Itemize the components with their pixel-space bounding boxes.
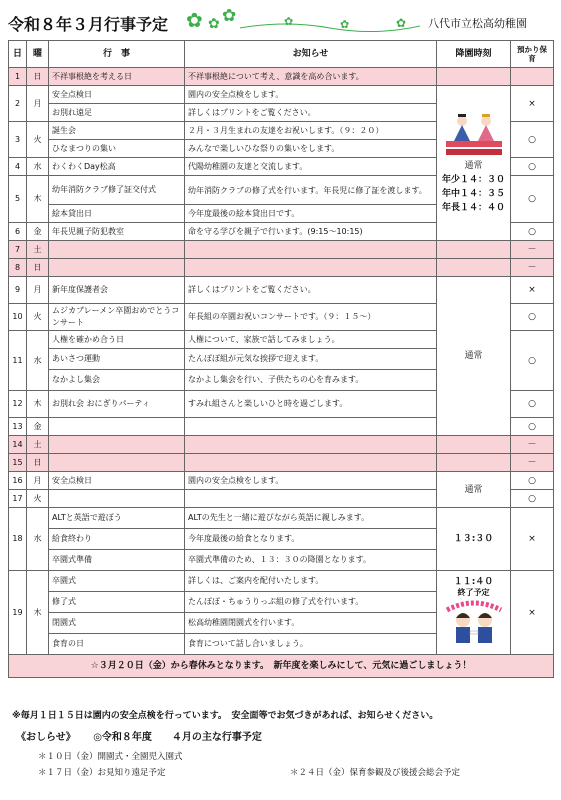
clover-icon: ✿ [284, 15, 294, 28]
row-event: 年長児親子防犯教室 [49, 223, 185, 241]
row-dow: 金 [27, 223, 49, 241]
row-note: 食育について話し合いましょう。 [185, 634, 437, 655]
dismissal-cell-2: 通常 [437, 277, 511, 436]
row-note [185, 490, 437, 508]
row-event: あいさつ運動 [49, 349, 185, 370]
table-row [9, 259, 554, 277]
row-event: 絵本貸出日 [49, 205, 185, 223]
row-dow: 木 [27, 391, 49, 418]
row-dow: 月 [27, 277, 49, 304]
row-care: ○ [511, 418, 554, 436]
table-row [9, 86, 554, 104]
clover-icon: ✿ [396, 16, 407, 30]
row-note: ２月・３月生まれの友達をお祝いします。（９：２０） [185, 122, 437, 140]
row-care: × [511, 86, 554, 122]
row-day: 9 [9, 277, 27, 304]
dismissal-nenchu: 年中１４：３５ [441, 189, 505, 199]
row-dow: 土 [27, 436, 49, 454]
row-day: 12 [9, 391, 27, 418]
row-event: 新年度保護者会 [49, 277, 185, 304]
row-note: 園内の安全点検をします。 [185, 472, 437, 490]
row-day: 7 [9, 241, 27, 259]
table-row [9, 508, 554, 529]
row-note [185, 259, 437, 277]
row-dow: 日 [27, 454, 49, 472]
row-note: たんぽぽ組が元気な挨拶で迎えます。 [185, 349, 437, 370]
row-event: 人権を確かめ合う日 [49, 331, 185, 349]
row-care: × [511, 571, 554, 655]
row-note: 園内の安全点検をします。 [185, 86, 437, 104]
school-name: 八代市立松高幼稚園 [428, 17, 527, 30]
row-care: × [511, 508, 554, 571]
april-title: ◎令和８年度 ４月の主な行事予定 [93, 732, 262, 743]
row-note: みんなで楽しいひな祭りの集いをします。 [185, 140, 437, 158]
row-day: 8 [9, 259, 27, 277]
row-dow: 火 [27, 304, 49, 331]
row-event: ムジカブレーメン卒園おめでとうコンサート [49, 304, 185, 331]
row-note [185, 241, 437, 259]
row-dismissal [437, 454, 511, 472]
row-dow: 日 [27, 68, 49, 86]
row-care: ○ [511, 223, 554, 241]
row-care: ○ [511, 176, 554, 223]
row-day: 3 [9, 122, 27, 158]
row-event: 不祥事根絶を考える日 [49, 68, 185, 86]
row-day: 13 [9, 418, 27, 436]
row-event: 卒園式 [49, 571, 185, 592]
row-note: なかよし集会を行い、子供たちの心を育みます。 [185, 370, 437, 391]
row-note: 不祥事根絶について考え、意識を高め合います。 [185, 68, 437, 86]
col-dow: 曜 [27, 41, 49, 68]
row-care: × [511, 277, 554, 304]
oshirase-label: 《おしらせ》 [16, 732, 76, 743]
row-care: ○ [511, 472, 554, 490]
row-care: ○ [511, 304, 554, 331]
col-day: 日 [9, 41, 27, 68]
row-event [49, 436, 185, 454]
row-note: 卒園式準備のため、１３：３０の降園となります。 [185, 550, 437, 571]
row-care [511, 68, 554, 86]
col-event: 行 事 [49, 41, 185, 68]
row-event [49, 241, 185, 259]
row-care: ○ [511, 122, 554, 158]
row-event: 閉園式 [49, 613, 185, 634]
dismissal-cell-4: １３:３０ [437, 508, 511, 571]
row-note: 代陽幼稚園の友達と交流します。 [185, 158, 437, 176]
row-dow: 日 [27, 259, 49, 277]
table-header-row [9, 41, 554, 68]
row-day: 10 [9, 304, 27, 331]
row-note: 人権について、家族で話してみましょう。 [185, 331, 437, 349]
row-day: 1 [9, 68, 27, 86]
row-care: － [511, 241, 554, 259]
row-event [49, 490, 185, 508]
row-note: 詳しくはプリントをご覧ください。 [185, 104, 437, 122]
row-day: 11 [9, 331, 27, 391]
row-care: ○ [511, 331, 554, 391]
row-dismissal [437, 436, 511, 454]
page-title: 令和８年３月行事予定 [8, 15, 169, 34]
row-note: たんぽぽ・ちゅうりっぷ組の修了式を行います。 [185, 592, 437, 613]
row-dow: 金 [27, 418, 49, 436]
row-event: ALTと英語で遊ぼう [49, 508, 185, 529]
row-note: 今年度最後の絵本貸出日です。 [185, 205, 437, 223]
dismissal-cell-1 [437, 86, 511, 241]
row-dow: 木 [27, 571, 49, 655]
row-event: 卒園式準備 [49, 550, 185, 571]
row-event: 安全点検日 [49, 86, 185, 104]
clover-icon: ✿ [208, 16, 220, 32]
row-note: すみれ組さんと楽しいひと時を過ごします。 [185, 391, 437, 418]
row-dow: 水 [27, 331, 49, 391]
april-heading [16, 728, 276, 743]
row-day: 19 [9, 571, 27, 655]
row-day: 5 [9, 176, 27, 223]
col-care: 預かり保育 [511, 41, 554, 68]
row-dismissal [437, 259, 511, 277]
graduates-icon [443, 598, 505, 646]
row-event: ひなまつりの集い [49, 140, 185, 158]
row-dow: 月 [27, 472, 49, 490]
row-dow: 木 [27, 176, 49, 223]
april-item: ＊１０日（金）開園式・全園児入園式 [38, 752, 183, 762]
row-care: ○ [511, 391, 554, 418]
spring-break-notice: ☆３月２０日（金）から春休みとなります。 新年度を楽しみにして、元気に過ごしましょう！ [9, 655, 554, 678]
row-dismissal [437, 241, 511, 259]
table-row [9, 241, 554, 259]
row-event [49, 259, 185, 277]
row-care: ○ [511, 158, 554, 176]
table-row [9, 68, 554, 86]
row-event: 給食終わり [49, 529, 185, 550]
safety-note: ※毎月１日１５日は園内の安全点検を行っています。 安全面等でお気づきがあれば、お知らせください。 [12, 711, 439, 721]
row-care: － [511, 436, 554, 454]
april-item: ＊１７日（金）お見知り遠足予定 [38, 768, 166, 778]
row-event [49, 418, 185, 436]
row-event [49, 454, 185, 472]
row-day: 14 [9, 436, 27, 454]
notice-row [9, 655, 554, 678]
table-row [9, 571, 554, 592]
row-dow: 火 [27, 122, 49, 158]
april-item: ＊２４日（金）保育参観及び後援会総会予定 [290, 768, 461, 778]
row-note: 詳しくはプリントをご覧ください。 [185, 277, 437, 304]
row-day: 6 [9, 223, 27, 241]
dismissal-cell-3: 通常 [437, 472, 511, 508]
row-event: 幼年消防クラブ修了証交付式 [49, 176, 185, 205]
table-row [9, 454, 554, 472]
row-care: ○ [511, 490, 554, 508]
row-event: お別れ会 おにぎりパーティ [49, 391, 185, 418]
clover-icon: ✿ [186, 8, 203, 32]
row-event: 安全点検日 [49, 472, 185, 490]
row-day: 2 [9, 86, 27, 122]
col-dismissal: 降園時刻 [437, 41, 511, 68]
row-day: 16 [9, 472, 27, 490]
row-day: 4 [9, 158, 27, 176]
vine-decoration-icon [240, 20, 420, 34]
schedule-table [8, 40, 554, 678]
row-note: 幼年消防クラブの修了式を行います。年長児に修了証を渡します。 [185, 176, 437, 205]
row-dow: 月 [27, 86, 49, 122]
row-note: 命を守る学びを親子で行います。(9:15～10:15) [185, 223, 437, 241]
dismissal-normal: 通常 [464, 161, 483, 171]
row-event: お別れ遠足 [49, 104, 185, 122]
row-care: － [511, 259, 554, 277]
row-note: ALTの先生と一緒に遊びながら英語に親しみます。 [185, 508, 437, 529]
header [0, 0, 561, 40]
clover-icon: ✿ [222, 6, 237, 26]
table-row [9, 436, 554, 454]
table-row [9, 472, 554, 490]
col-notice: お知らせ [185, 41, 437, 68]
row-day: 17 [9, 490, 27, 508]
dismissal-cell-5 [437, 571, 511, 655]
row-event: わくわくDay松高 [49, 158, 185, 176]
row-dow: 土 [27, 241, 49, 259]
dismissal-nensho: 年少１４：３０ [441, 175, 505, 185]
row-note: 松高幼稚園閉園式を行います。 [185, 613, 437, 634]
hina-doll-icon [444, 111, 504, 157]
row-note: 詳しくは、ご案内を配付いたします。 [185, 571, 437, 592]
dismissal-nencho: 年長１４：４０ [441, 203, 505, 213]
row-note [185, 418, 437, 436]
row-note [185, 454, 437, 472]
row-dow: 火 [27, 490, 49, 508]
row-note [185, 436, 437, 454]
table-row [9, 277, 554, 304]
row-event: なかよし集会 [49, 370, 185, 391]
row-event: 食育の日 [49, 634, 185, 655]
row-note: 今年度最後の給食となります。 [185, 529, 437, 550]
row-dow: 水 [27, 158, 49, 176]
row-dow: 水 [27, 508, 49, 571]
row-dismissal [437, 68, 511, 86]
row-day: 18 [9, 508, 27, 571]
row-event: 修了式 [49, 592, 185, 613]
row-care: － [511, 454, 554, 472]
row-note: 年長組の卒園お祝いコンサートです。（９：１５～） [185, 304, 437, 331]
dismissal-end-note: 終了予定 [457, 587, 490, 597]
dismissal-1140: １１:４０ [453, 576, 494, 587]
row-event: 誕生会 [49, 122, 185, 140]
clover-icon: ✿ [340, 18, 350, 31]
row-day: 15 [9, 454, 27, 472]
